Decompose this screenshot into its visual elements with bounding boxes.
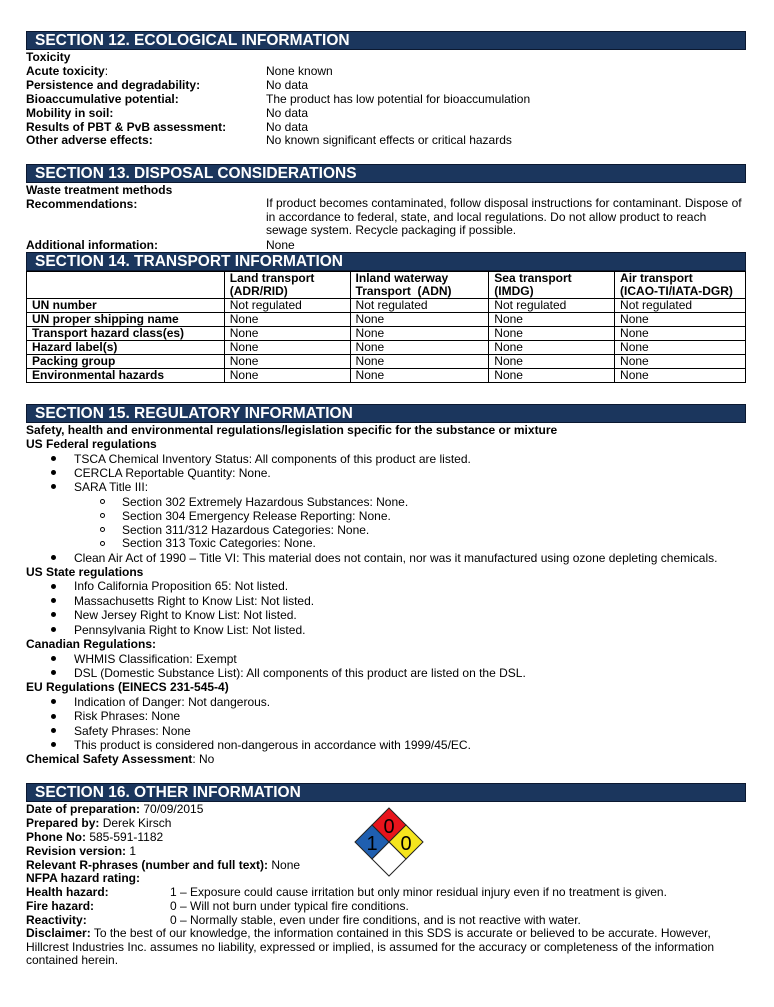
list-item: Safety Phrases: None	[74, 724, 191, 738]
date-of-preparation	[26, 802, 203, 816]
bullet-icon	[51, 742, 56, 747]
acute-toxicity-colon: :	[104, 64, 109, 78]
us-state-heading: US State regulations	[26, 565, 144, 579]
bullet-icon	[51, 728, 56, 733]
transport-header-land	[224, 272, 350, 299]
list-item: New Jersey Right to Know List: Not listed.	[74, 608, 297, 622]
transport-table	[26, 271, 746, 383]
transport-header-air	[615, 272, 746, 299]
list-item: TSCA Chemical Inventory Status: All components of this product are listed.	[74, 452, 471, 466]
sub-bullet-icon	[100, 513, 105, 518]
persistence-label: Persistence and degradability:	[26, 78, 201, 92]
air-header-line2: (ICAO-TI/IATA-DGR)	[620, 284, 733, 298]
table-cell: Not regulated	[615, 299, 746, 313]
table-cell: Not regulated	[489, 299, 615, 313]
list-item: Info California Proposition 65: Not listed.	[74, 579, 289, 593]
table-row	[27, 313, 746, 327]
land-header-line1: Land transport	[229, 271, 315, 285]
fire-hazard-label: Fire hazard:	[26, 899, 95, 913]
table-cell: None	[224, 327, 350, 341]
table-cell: None	[615, 355, 746, 369]
table-row	[27, 369, 746, 383]
list-item: Indication of Danger: Not dangerous.	[74, 695, 271, 709]
list-item: CERCLA Reportable Quantity: None.	[74, 466, 271, 480]
bullet-icon	[51, 656, 56, 661]
row-label: Environmental hazards	[27, 369, 225, 383]
phone-value: 585-591-1182	[86, 830, 164, 844]
recommendations-label: Recommendations:	[26, 197, 138, 211]
bullet-icon	[51, 470, 56, 475]
nfpa-reactivity-number: 0	[400, 833, 412, 855]
recommendations-value: If product becomes contaminated, follow disposal instructions for contaminant. Dispose of in accordance to federal, state, and local regulations. Do not allow product to reach sewage system. Recycle packaging if possible.	[266, 196, 742, 238]
regulations-intro: Safety, health and environmental regulations/legislation specific for the substance or mixture	[26, 423, 558, 437]
table-cell: None	[350, 313, 489, 327]
table-cell: None	[224, 341, 350, 355]
nfpa-fire-number: 0	[383, 816, 395, 838]
revision-value: 1	[126, 844, 137, 858]
bullet-icon	[51, 484, 56, 489]
row-label: Hazard label(s)	[27, 341, 225, 355]
additional-info-label: Additional information:	[26, 238, 158, 252]
additional-info-value: None	[266, 238, 295, 252]
sub-bullet-icon	[100, 527, 105, 532]
bullet-icon	[51, 627, 56, 632]
bioaccumulative-value: The product has low potential for bioaccumulation	[266, 92, 531, 106]
persistence-value: No data	[266, 78, 309, 92]
bullet-icon	[51, 555, 56, 560]
land-header-line2: (ADR/RID)	[229, 284, 288, 298]
list-item: DSL (Domestic Substance List): All components of this product are listed on the DSL.	[74, 666, 526, 680]
sub-bullet-icon	[100, 499, 105, 504]
row-label: Transport hazard class(es)	[27, 327, 225, 341]
section-13-header: SECTION 13. DISPOSAL CONSIDERATIONS	[26, 164, 746, 183]
section-12-header: SECTION 12. ECOLOGICAL INFORMATION	[26, 31, 746, 50]
section-15-header: SECTION 15. REGULATORY INFORMATION	[26, 404, 746, 423]
canadian-heading: Canadian Regulations:	[26, 637, 157, 651]
nfpa-health-number: 1	[366, 833, 378, 855]
sub-list-item: Section 313 Toxic Categories: None.	[122, 536, 316, 550]
list-item: Pennsylvania Right to Know List: Not listed.	[74, 623, 306, 637]
air-header-line1: Air transport	[620, 271, 693, 285]
bullet-icon	[51, 598, 56, 603]
mobility-value: No data	[266, 106, 309, 120]
table-cell: None	[615, 369, 746, 383]
prepared-by	[26, 816, 171, 830]
table-cell: None	[615, 327, 746, 341]
table-row	[27, 355, 746, 369]
sub-list-item: Section 311/312 Hazardous Categories: None.	[122, 523, 370, 537]
row-label: UN proper shipping name	[27, 313, 225, 327]
table-cell: Not regulated	[350, 299, 489, 313]
table-cell: Not regulated	[224, 299, 350, 313]
sub-bullet-icon	[100, 541, 105, 546]
disclaimer	[26, 927, 746, 968]
bioaccumulative-label: Bioaccumulative potential:	[26, 92, 179, 106]
table-cell: None	[489, 327, 615, 341]
acute-toxicity-value: None known	[266, 64, 333, 78]
transport-header-sea	[489, 272, 615, 299]
table-cell: None	[615, 313, 746, 327]
health-hazard-label: Health hazard:	[26, 885, 109, 899]
table-cell: None	[350, 341, 489, 355]
transport-table-header-row	[27, 272, 746, 299]
sub-list-item: Section 302 Extremely Hazardous Substances: None.	[122, 495, 409, 509]
table-cell: None	[224, 313, 350, 327]
phone-number	[26, 830, 163, 844]
list-item: WHMIS Classification: Exempt	[74, 652, 237, 666]
list-item: Risk Phrases: None	[74, 709, 181, 723]
acute-toxicity-label	[26, 64, 108, 78]
bullet-icon	[51, 584, 56, 589]
health-hazard-value: 1 – Exposure could cause irritation but only minor residual injury even if no treatment is given.	[170, 885, 667, 899]
table-cell: None	[350, 327, 489, 341]
disclaimer-label: Disclaimer:	[26, 926, 91, 940]
bullet-icon	[51, 670, 56, 675]
section-16-header: SECTION 16. OTHER INFORMATION	[26, 783, 746, 802]
list-item: Clean Air Act of 1990 – Title VI: This material does not contain, nor was it manufactured using ozone depleting chemicals.	[74, 551, 718, 565]
chemical-safety-assessment	[26, 752, 214, 766]
nfpa-heading: NFPA hazard rating:	[26, 871, 141, 885]
inland-header-line1: Inland waterway	[355, 271, 449, 285]
toxicity-subheading: Toxicity	[26, 50, 71, 64]
bullet-icon	[51, 714, 56, 719]
sub-list-item: Section 304 Emergency Release Reporting: None.	[122, 509, 391, 523]
phone-label: Phone No:	[26, 830, 86, 844]
revision-version	[26, 844, 136, 858]
other-adverse-label: Other adverse effects:	[26, 133, 153, 147]
transport-header-inland	[350, 272, 489, 299]
table-row	[27, 341, 746, 355]
sea-header-line1: Sea transport	[494, 271, 572, 285]
list-item: SARA Title III:	[74, 480, 149, 494]
table-cell: None	[224, 355, 350, 369]
prepared-label: Prepared by:	[26, 816, 100, 830]
bullet-icon	[51, 456, 56, 461]
table-cell: None	[489, 369, 615, 383]
mobility-label: Mobility in soil:	[26, 106, 114, 120]
table-cell: None	[350, 369, 489, 383]
nfpa-diamond-icon	[354, 807, 424, 877]
date-label: Date of preparation:	[26, 802, 141, 816]
bullet-icon	[51, 699, 56, 704]
revision-label: Revision version:	[26, 844, 127, 858]
table-cell: None	[615, 341, 746, 355]
pbt-label: Results of PBT & PvB assessment:	[26, 120, 227, 134]
csa-value: : No	[192, 752, 215, 766]
us-federal-heading: US Federal regulations	[26, 437, 157, 451]
table-cell: None	[489, 355, 615, 369]
table-cell: None	[350, 355, 489, 369]
table-row	[27, 299, 746, 313]
other-adverse-value: No known significant effects or critical hazards	[266, 133, 512, 147]
table-cell: None	[224, 369, 350, 383]
list-item: This product is considered non-dangerous in accordance with 1999/45/EC.	[74, 738, 471, 752]
relevant-r-phrases	[26, 858, 300, 872]
eu-heading: EU Regulations (EINECS 231-545-4)	[26, 680, 229, 694]
reactivity-label: Reactivity:	[26, 913, 87, 927]
inland-header-line2: Transport (ADN)	[355, 284, 452, 298]
table-cell: None	[489, 341, 615, 355]
reactivity-value: 0 – Normally stable, even under fire conditions, and is not reactive with water.	[170, 913, 581, 927]
section-14-header: SECTION 14. TRANSPORT INFORMATION	[26, 252, 746, 271]
table-row	[27, 327, 746, 341]
list-item: Massachusetts Right to Know List: Not listed.	[74, 594, 315, 608]
disclaimer-text: To the best of our knowledge, the information contained in this SDS is accurate or believed to be accurate. However, Hillcrest Industries Inc. assumes no liability, expressed or implied, is assumed for the accuracy or completeness of the information contained herein.	[26, 926, 715, 968]
acute-toxicity-label-text: Acute toxicity	[26, 64, 105, 78]
transport-header-empty	[27, 272, 225, 299]
waste-treatment-subheading: Waste treatment methods	[26, 183, 173, 197]
table-cell: None	[489, 313, 615, 327]
pbt-value: No data	[266, 120, 309, 134]
row-label: UN number	[27, 299, 225, 313]
bullet-icon	[51, 612, 56, 617]
row-label: Packing group	[27, 355, 225, 369]
fire-hazard-value: 0 – Will not burn under typical fire conditions.	[170, 899, 409, 913]
sea-header-line2: (IMDG)	[494, 284, 534, 298]
csa-label: Chemical Safety Assessment	[26, 752, 193, 766]
rphrases-label: Relevant R-phrases (number and full text):	[26, 858, 269, 872]
rphrases-value: None	[268, 858, 301, 872]
date-value: 70/09/2015	[140, 802, 204, 816]
prepared-value: Derek Kirsch	[99, 816, 172, 830]
